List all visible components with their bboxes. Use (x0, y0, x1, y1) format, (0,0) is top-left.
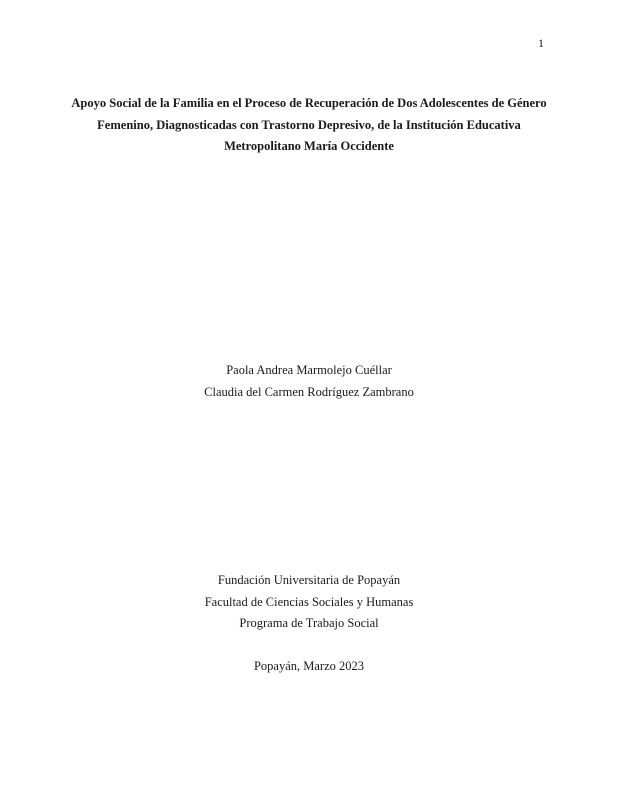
university-name: Fundación Universitaria de Popayán (217, 573, 401, 587)
author-1: Paola Andrea Marmolejo Cuéllar (226, 363, 392, 377)
program-name: Programa de Trabajo Social (239, 616, 379, 630)
institution-block (60, 570, 558, 635)
title-line-3: Metropolitano María Occidente (224, 139, 394, 153)
title-line-1: Apoyo Social de la Familia en el Proceso de Recuperación de Dos Adolescentes de Género (71, 96, 547, 110)
document-title (60, 93, 558, 158)
authors-block (60, 360, 558, 403)
faculty-name: Facultad de Ciencias Sociales y Humanas (204, 594, 414, 609)
title-line-2: Femenino, Diagnosticadas con Trastorno Depresivo, de la Institución Educativa (97, 117, 521, 132)
author-2: Claudia del Carmen Rodríguez Zambrano (204, 384, 414, 399)
place-date: Popayán, Marzo 2023 (253, 659, 365, 673)
page-number: 1 (538, 36, 544, 50)
